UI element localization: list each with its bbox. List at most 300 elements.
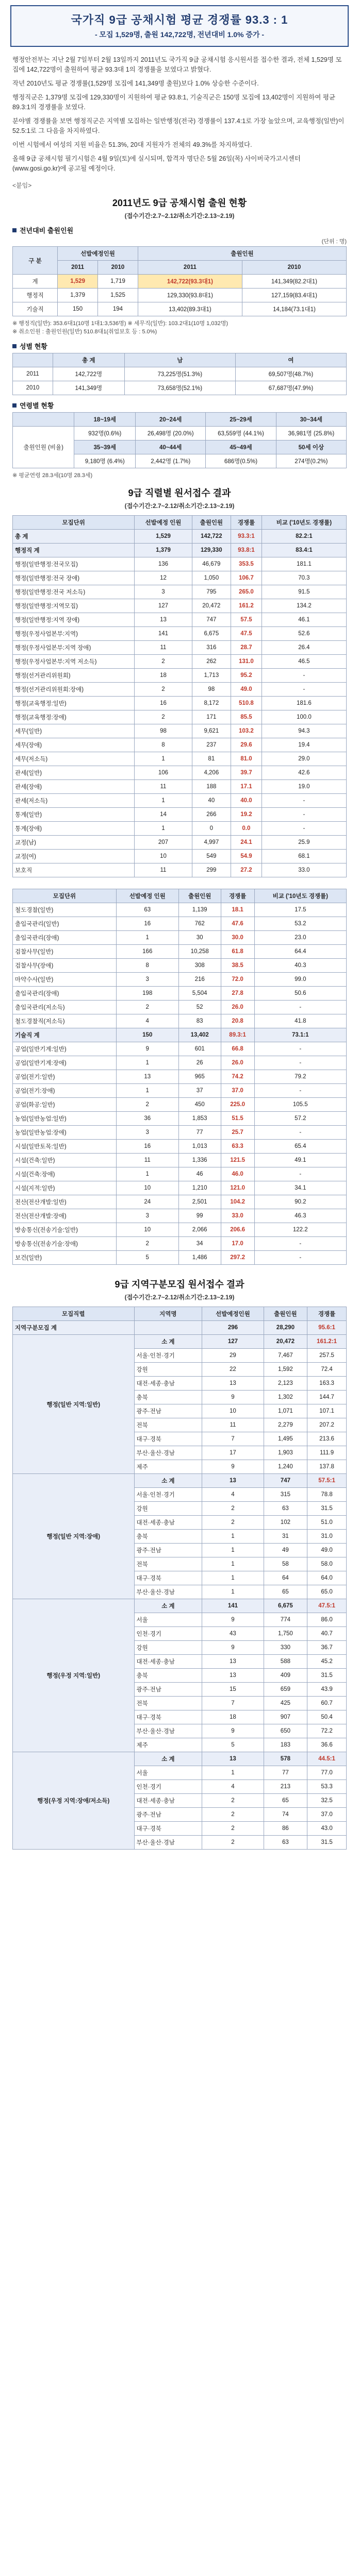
cell: 134.2 (262, 599, 346, 613)
table-row (13, 1251, 347, 1265)
cell: 3 (116, 1209, 178, 1223)
cell: 9 (202, 1460, 264, 1474)
cell: 27.8 (221, 987, 254, 1001)
col-header: 경쟁률 (307, 1307, 347, 1321)
cell: 106 (135, 766, 192, 780)
col-header: 선발예정인원 (202, 1307, 264, 1321)
cell: 충북 (134, 1391, 202, 1404)
cell: 2 (202, 1836, 264, 1850)
cell: 409 (264, 1669, 307, 1683)
cell: 137.8 (307, 1460, 347, 1474)
table-row (13, 903, 347, 917)
cell: 9,621 (192, 724, 231, 738)
cell: 출입국관리(저소득) (13, 1001, 117, 1014)
cell: 98 (135, 724, 192, 738)
cell: 13,402 (178, 1028, 221, 1042)
col-header: 출원인원 (192, 516, 231, 530)
col-header: 비교 ('10년도 경쟁률) (262, 516, 346, 530)
cell: 72.4 (307, 1363, 347, 1377)
cell: 1,302 (264, 1391, 307, 1404)
cell: 4 (116, 1014, 178, 1028)
cell: 45.2 (307, 1655, 347, 1669)
cell: 제주 (134, 1738, 202, 1752)
group-label: 행정(우정 지역:장애/저소득) (13, 1752, 135, 1850)
cell: 서울·인천·경기 (134, 1349, 202, 1363)
cell: 49.1 (254, 1154, 346, 1167)
cell: 747 (192, 613, 231, 627)
cell: 102 (264, 1516, 307, 1530)
cell: 99 (178, 1209, 221, 1223)
cell: - (254, 1084, 346, 1098)
table-row (13, 822, 347, 836)
cell: 13 (202, 1669, 264, 1683)
cell: 공업(전기:일반) (13, 1070, 117, 1084)
table-row (13, 613, 347, 627)
col-header (13, 413, 74, 427)
table-row (13, 669, 347, 683)
cell: 17 (202, 1446, 264, 1460)
table-row (13, 1028, 347, 1042)
cell: 9 (202, 1641, 264, 1655)
cell: 932명(0.6%) (74, 427, 136, 440)
cell: 43 (202, 1627, 264, 1641)
bullet-square-icon (12, 228, 17, 232)
cell: 26,498명 (20.0%) (136, 427, 206, 440)
cell: 11 (116, 1154, 178, 1167)
cell: 부산·울산·경남 (134, 1724, 202, 1738)
cell: 141 (135, 627, 192, 641)
col-header: 모집직렬 (13, 1307, 135, 1321)
cell: 검찰사무(일반) (13, 945, 117, 959)
cell: 650 (264, 1724, 307, 1738)
cell: 29.0 (262, 752, 346, 766)
cell: 19.0 (262, 780, 346, 794)
block1-head (12, 225, 347, 235)
cell: 141,349명 (53, 381, 124, 395)
cell: 강원 (134, 1363, 202, 1377)
cell: 대구·경북 (134, 1710, 202, 1724)
cell: 관세(일반) (13, 766, 135, 780)
cell: 257.5 (307, 1349, 347, 1363)
cell: - (262, 808, 346, 822)
block2-head (12, 341, 347, 351)
cell: 188 (192, 780, 231, 794)
cell: 316 (192, 641, 231, 655)
cell: 194 (98, 302, 138, 316)
cell: 관세(장애) (13, 780, 135, 794)
group-label: 행정(일반 지역:장애) (13, 1474, 135, 1599)
cell: 17.1 (231, 780, 262, 794)
table-row (13, 724, 347, 738)
cell: 3 (135, 585, 192, 599)
cell: 57.5 (231, 613, 262, 627)
cell: 9 (202, 1613, 264, 1627)
spacer (0, 880, 359, 889)
cell: 대구·경북 (134, 1822, 202, 1836)
cell: 1,525 (98, 289, 138, 302)
intro-paragraph: 올해 9급 공채시험 필기시험은 4월 9일(토)에 실시되며, 합격자 명단은 5월 26일(목) 사이버국가고시센터(www.gosi.go.kr)에 공고될 예정이다. (12, 155, 301, 172)
cell: 1,240 (264, 1460, 307, 1474)
cell: 공업(일반기계:일반) (13, 1042, 117, 1056)
cell: - (254, 1237, 346, 1251)
cell: 1,050 (192, 571, 231, 585)
cell: 72.2 (307, 1724, 347, 1738)
cell: 15 (202, 1683, 264, 1697)
intro-paragraph: 행정안전부는 지난 2월 7일부터 2월 13일까지 2011년도 국가직 9급 공채시험 응시원서를 접수한 결과, 전체 1,529명 모집에 142,722명이 출원하여 평균 93.3대 1의 경쟁률을 보였다고 밝혔다. (12, 56, 342, 73)
cell: 93.8:1 (231, 544, 262, 557)
cell: 1,210 (178, 1181, 221, 1195)
cell: 52.6 (262, 627, 346, 641)
cell: 34 (178, 1237, 221, 1251)
gender-table (12, 353, 347, 395)
col-header: 45~49세 (206, 440, 276, 454)
cell: 시설(건축:장애) (13, 1167, 117, 1181)
intro-paragraph: 행정직군은 1,379명 모집에 129,330명이 지원하여 평균 93.8:1, 기술직군은 150명 모집에 13,402명이 지원하여 평균 89.3:1의 경쟁률을 보였다. (12, 94, 336, 111)
cell (134, 1321, 202, 1335)
cell: 행정(일반행정:지역 장애) (13, 613, 135, 627)
table-row (13, 1014, 347, 1028)
cell: 4 (202, 1780, 264, 1794)
cell: 44.5:1 (307, 1752, 347, 1766)
cell: 25.7 (221, 1126, 254, 1140)
table-row (13, 557, 347, 571)
cell: 소 계 (134, 1335, 202, 1349)
cell: 철도경찰(일반) (13, 903, 117, 917)
cell: 183 (264, 1738, 307, 1752)
cell: 78.8 (307, 1488, 347, 1502)
cell: 소 계 (134, 1752, 202, 1766)
cell: 601 (178, 1042, 221, 1056)
col-header: 남 (124, 353, 235, 367)
cell: 13 (202, 1474, 264, 1488)
cell: 총 계 (13, 530, 135, 544)
table-row (13, 641, 347, 655)
section3-period: (접수기간:2.7~2.12/취소기간:2.13~2.19) (124, 1294, 235, 1301)
cell: 77 (264, 1766, 307, 1780)
cell: 서울·인천·경기 (134, 1488, 202, 1502)
cell: 142,722(93.3대1) (138, 275, 242, 289)
cell: 57.2 (254, 1112, 346, 1126)
cell: 37 (178, 1084, 221, 1098)
cell: 43.9 (307, 1683, 347, 1697)
cell: 광주·전남 (134, 1404, 202, 1418)
note-line: ※ 취소인원 : 출원인원(일반) 510.8대1(취업보호 등 : 5.0%) (12, 329, 157, 335)
cell: - (254, 1056, 346, 1070)
cell: 53.2 (254, 917, 346, 931)
cell: 1 (135, 794, 192, 808)
cell: 141,349(82.2대1) (242, 275, 346, 289)
cell: 46 (178, 1167, 221, 1181)
block2-title: 성별 현황 (20, 343, 47, 350)
cell: - (262, 822, 346, 836)
cell: 인천·경기 (134, 1780, 202, 1794)
cell: 86 (264, 1822, 307, 1836)
cell: 4,206 (192, 766, 231, 780)
cell: 40.7 (307, 1627, 347, 1641)
cell: 51.0 (307, 1516, 347, 1530)
cell: 31.5 (307, 1836, 347, 1850)
cell: 63 (264, 1836, 307, 1850)
cell: 공업(전기:장애) (13, 1084, 117, 1098)
cell: 행정(교육행정:장애) (13, 710, 135, 724)
cell: 74.2 (221, 1070, 254, 1084)
cell: 3 (116, 1126, 178, 1140)
col-header: 20~24세 (136, 413, 206, 427)
intro-paragraph: 작년 2010년도 평균 경쟁률(1,529명 모집에 141,349명 출원)보다 1.0% 상승한 수준이다. (12, 80, 259, 87)
cell: 소 계 (134, 1599, 202, 1613)
cell: 1 (202, 1571, 264, 1585)
cell: 세무(장애) (13, 738, 135, 752)
table-row (13, 427, 347, 440)
cell: 40.0 (231, 794, 262, 808)
cell: 1,495 (264, 1432, 307, 1446)
cell: 181.1 (262, 557, 346, 571)
table-row (13, 1599, 347, 1613)
group-label: 행정(일반 지역:일반) (13, 1335, 135, 1474)
cell: 122.2 (254, 1223, 346, 1237)
cell: 행정(일반행정:전국모집) (13, 557, 135, 571)
cell: 46,679 (192, 557, 231, 571)
cell: 1 (202, 1766, 264, 1780)
cell: 1,486 (178, 1251, 221, 1265)
cell: 52 (178, 1001, 221, 1014)
cell: 1,750 (264, 1627, 307, 1641)
age-table (12, 412, 347, 468)
section3-title: 9급 지역구분모집 원서접수 결과 (115, 1279, 244, 1290)
cell: 18.1 (221, 903, 254, 917)
cell: 1 (202, 1544, 264, 1557)
cell: 16 (135, 697, 192, 710)
cell: 2 (202, 1794, 264, 1808)
cell: 1,529 (58, 275, 98, 289)
cell: 5 (202, 1738, 264, 1752)
cell: 행정(일반행정:전국 장애) (13, 571, 135, 585)
cell: 출입국관리(일반) (13, 917, 117, 931)
cell: 공업(일반기계:장애) (13, 1056, 117, 1070)
cell: 49.0 (307, 1544, 347, 1557)
cell: 111.9 (307, 1446, 347, 1460)
cell: 14,184(73.1대1) (242, 302, 346, 316)
cell: 58.0 (307, 1557, 347, 1571)
col-header: 선발예정 인원 (116, 889, 178, 903)
col-group-selected: 선발예정인원 (58, 247, 138, 261)
cell: 공업(화공:일반) (13, 1098, 117, 1112)
table-row (13, 973, 347, 987)
cell: 교정(남) (13, 836, 135, 850)
unit-label: (단위 : 명) (321, 239, 347, 245)
col-header: 출원인원 (178, 889, 221, 903)
col-year: 2011 (58, 261, 98, 275)
cell: 72.0 (221, 973, 254, 987)
cell: 578 (264, 1752, 307, 1766)
cell: 171 (192, 710, 231, 724)
cell: 95.2 (231, 669, 262, 683)
cell: 95.6:1 (307, 1321, 347, 1335)
table-row (13, 710, 347, 724)
cell: 67,687명(47.9%) (235, 381, 346, 395)
table-row (13, 1042, 347, 1056)
occupation-table-admin-body (13, 530, 347, 877)
col-header: 총 계 (53, 353, 124, 367)
table-row (13, 275, 347, 289)
cell: 42.6 (262, 766, 346, 780)
cell: 7 (202, 1697, 264, 1710)
cell: 행정(교육행정:일반) (13, 697, 135, 710)
cell: 7,467 (264, 1349, 307, 1363)
cell: 28.7 (231, 641, 262, 655)
cell: 전산(전산개발:장애) (13, 1209, 117, 1223)
table-row (13, 931, 347, 945)
cell: 농업(일반농업:장애) (13, 1126, 117, 1140)
cell: 9 (202, 1724, 264, 1738)
cell: 66.8 (221, 1042, 254, 1056)
cell: 2 (202, 1822, 264, 1836)
cell: 출입국관리(장애) (13, 987, 117, 1001)
cell: 2 (135, 710, 192, 724)
cell: 127,159(83.4대1) (242, 289, 346, 302)
cell: 1,379 (135, 544, 192, 557)
section1-period: (접수기간:2.7~2.12/취소기간:2.13~2.19) (124, 212, 235, 219)
table-row (13, 302, 347, 316)
cell: 105.5 (254, 1098, 346, 1112)
section1-title: 2011년도 9급 공채시험 출원 현황 (112, 198, 247, 208)
cell: 50.6 (254, 987, 346, 1001)
col-header: 경쟁률 (221, 889, 254, 903)
cell: 인천·경기 (134, 1627, 202, 1641)
cell: 266 (192, 808, 231, 822)
cell: 33.0 (221, 1209, 254, 1223)
cell: 129,330 (192, 544, 231, 557)
cell: 충북 (134, 1530, 202, 1544)
col-header: 비교 ('10년도 경쟁률) (254, 889, 346, 903)
cell: 행정(일반행정:전국 저소득) (13, 585, 135, 599)
cell: 53.3 (307, 1780, 347, 1794)
cell: 100.0 (262, 710, 346, 724)
cell: 2,066 (178, 1223, 221, 1237)
cell: 26.0 (221, 1001, 254, 1014)
cell: 계 (13, 275, 58, 289)
col-header: 35~39세 (74, 440, 136, 454)
table-row (13, 1223, 347, 1237)
cell: 40.3 (254, 959, 346, 973)
cell: 18 (202, 1710, 264, 1724)
table-row (13, 780, 347, 794)
cell: 58 (264, 1557, 307, 1571)
cell: 83 (178, 1014, 221, 1028)
cell: 10,258 (178, 945, 221, 959)
cell: 63 (116, 903, 178, 917)
cell: 39.7 (231, 766, 262, 780)
cell: 20,472 (264, 1335, 307, 1349)
cell: 19.2 (231, 808, 262, 822)
cell: 29.6 (231, 738, 262, 752)
cell: 1,379 (58, 289, 98, 302)
cell: 54.9 (231, 850, 262, 863)
cell: 36.7 (307, 1641, 347, 1655)
cell: 2 (202, 1502, 264, 1516)
cell: 방송통신(전송기술:일반) (13, 1223, 117, 1237)
cell: 686명(0.5%) (206, 454, 276, 468)
cell: 2 (135, 655, 192, 669)
col-header: 50세 이상 (276, 440, 346, 454)
cell: 131.0 (231, 655, 262, 669)
cell: 8 (116, 959, 178, 973)
cell: 시설(건축:일반) (13, 1154, 117, 1167)
cell: 265.0 (231, 585, 262, 599)
table-row (13, 1335, 347, 1349)
cell: 대전·세종·충남 (134, 1655, 202, 1669)
cell: 73.1:1 (254, 1028, 346, 1042)
col-header: 30~34세 (276, 413, 346, 427)
col-header: 출원인원 (264, 1307, 307, 1321)
cell: 150 (58, 302, 98, 316)
cell: 관세(저소득) (13, 794, 135, 808)
cell: 부산·울산·경남 (134, 1836, 202, 1850)
cell: - (254, 1167, 346, 1181)
cell: 행정(선거관리위원회:장애) (13, 683, 135, 697)
cell: 방송통신(전송기술:장애) (13, 1237, 117, 1251)
table-row (13, 627, 347, 641)
cell: 141 (202, 1599, 264, 1613)
cell: - (262, 683, 346, 697)
cell: 2,442명 (1.7%) (136, 454, 206, 468)
cell: 65 (264, 1585, 307, 1599)
cell: 450 (178, 1098, 221, 1112)
cell: 16 (116, 1140, 178, 1154)
table-row (13, 794, 347, 808)
cell: 774 (264, 1613, 307, 1627)
table-row (13, 289, 347, 302)
col-header: 여 (235, 353, 346, 367)
cell: 107.1 (307, 1404, 347, 1418)
cell: 63 (264, 1502, 307, 1516)
section2-period: (접수기간:2.7~2.12/취소기간:2.13~2.19) (124, 502, 235, 510)
col-year: 2010 (98, 261, 138, 275)
cell: 46.5 (262, 655, 346, 669)
table-row (13, 1056, 347, 1070)
cell: 강원 (134, 1502, 202, 1516)
cell: 181.6 (262, 697, 346, 710)
cell: 1 (116, 1167, 178, 1181)
cell: 150 (116, 1028, 178, 1042)
cell: 서울 (134, 1613, 202, 1627)
cell: 163.3 (307, 1377, 347, 1391)
cell: 2,501 (178, 1195, 221, 1209)
block3-note: ※ 평균연령 28.3세(10명 28.3세) (12, 472, 93, 479)
cell: 1,529 (135, 530, 192, 544)
cell: 315 (264, 1488, 307, 1502)
table-row (13, 1167, 347, 1181)
cell: 63,559명 (44.1%) (206, 427, 276, 440)
cell: 4,997 (192, 836, 231, 850)
cell: 24.1 (231, 836, 262, 850)
col-header: 25~29세 (206, 413, 276, 427)
cell: 9 (116, 1042, 178, 1056)
cell: 659 (264, 1683, 307, 1697)
cell: 907 (264, 1710, 307, 1724)
table-row (13, 683, 347, 697)
cell: 65.0 (307, 1585, 347, 1599)
cell: 12 (135, 571, 192, 585)
cell: 1,853 (178, 1112, 221, 1126)
cell: 검찰사무(장애) (13, 959, 117, 973)
cell: 13 (202, 1752, 264, 1766)
col-header: 선발예정 인원 (135, 516, 192, 530)
table-row (13, 1070, 347, 1084)
cell: 213 (264, 1780, 307, 1794)
cell: 1,071 (264, 1404, 307, 1418)
cell: 11 (135, 780, 192, 794)
